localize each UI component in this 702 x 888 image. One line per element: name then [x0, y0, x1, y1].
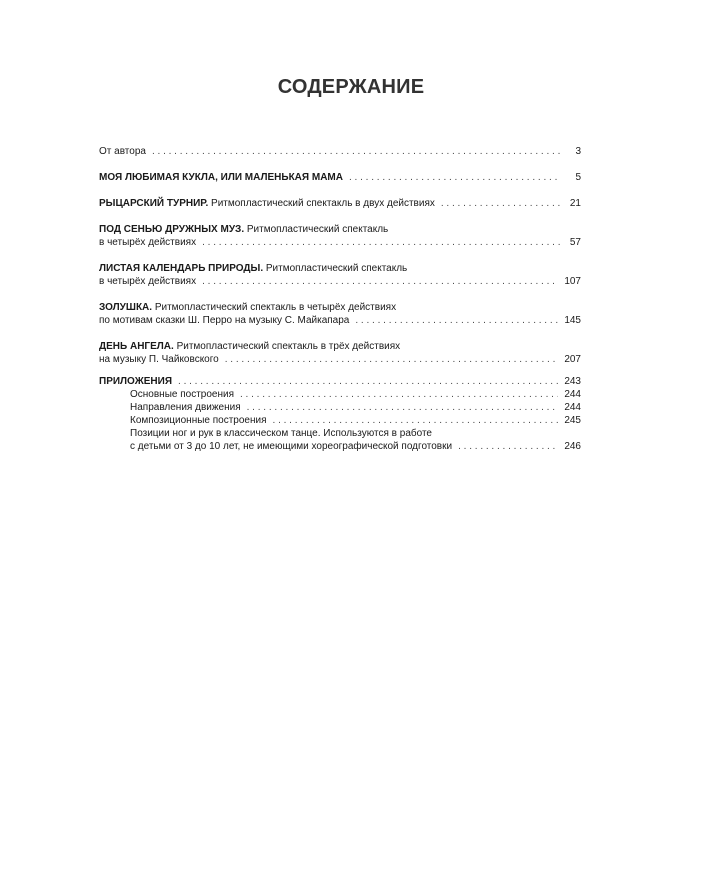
page-number: 243 [564, 376, 581, 387]
page-number: 244 [564, 389, 581, 400]
toc-entry-text: От автора [99, 146, 146, 157]
toc-subentry-text: Основные построения [130, 389, 234, 400]
toc-entry-angel [99, 340, 581, 366]
toc-entry-desc: в четырёх действиях [99, 237, 197, 248]
dot-leader [240, 388, 558, 401]
dot-leader [178, 375, 558, 388]
dot-leader [202, 275, 558, 288]
toc-entry-author [99, 145, 581, 158]
toc-subentry-text: Направления движения [130, 402, 241, 413]
dot-leader [247, 401, 559, 414]
page-number: 244 [564, 402, 581, 413]
toc-subentry-text: Позиции ног и рук в классическом танце. Используются в работе [130, 428, 432, 439]
page-number: 57 [569, 237, 581, 248]
toc-entry-cinderella [99, 301, 581, 327]
toc-entry-desc: по мотивам сказки Ш. Перро на музыку С. Майкапара [99, 315, 350, 326]
page-number: 207 [564, 354, 581, 365]
toc-entry-desc: Ритмопластический спектакль [265, 263, 408, 274]
toc-entry-desc: на музыку П. Чайковского [99, 354, 219, 365]
toc-entry-title: ПРИЛОЖЕНИЯ [99, 376, 173, 387]
dot-leader [441, 197, 561, 210]
toc-entry-title: РЫЦАРСКИЙ ТУРНИР. [99, 198, 209, 209]
page-title: СОДЕРЖАНИЕ [277, 76, 425, 98]
toc-entry-desc: в четырёх действиях [99, 276, 197, 287]
toc-entry-doll [99, 171, 581, 184]
toc-entry-muses [99, 223, 581, 249]
dot-leader [152, 145, 561, 158]
dot-leader [458, 440, 558, 453]
toc-subentry-text: Композиционные построения [130, 415, 267, 426]
toc-entry-title: ПОД СЕНЬЮ ДРУЖНЫХ МУЗ. [99, 224, 245, 235]
table-of-contents [99, 145, 581, 453]
toc-entry-title: МОЯ ЛЮБИМАЯ КУКЛА, ИЛИ МАЛЕНЬКАЯ МАМА [99, 172, 343, 183]
toc-subentry [99, 427, 581, 453]
toc-subentry [99, 388, 581, 401]
page-number: 145 [564, 315, 581, 326]
toc-subentry-text: с детьми от 3 до 10 лет, не имеющими хореографической подготовки [130, 441, 453, 452]
toc-entry-desc: Ритмопластический спектакль в трёх действиях [176, 341, 401, 352]
toc-entry-title: ЗОЛУШКА. [99, 302, 153, 313]
toc-entry-title: ДЕНЬ АНГЕЛА. [99, 341, 174, 352]
page-number: 245 [564, 415, 581, 426]
toc-entry-desc: Ритмопластический спектакль в двух действиях [211, 198, 435, 209]
toc-entry-title: ЛИСТАЯ КАЛЕНДАРЬ ПРИРОДЫ. [99, 263, 264, 274]
page-number: 107 [564, 276, 581, 287]
toc-entry-calendar [99, 262, 581, 288]
dot-leader [355, 314, 558, 327]
toc-subentry [99, 414, 581, 427]
page-number: 246 [564, 441, 581, 452]
page-number: 3 [575, 146, 581, 157]
toc-entry-desc: Ритмопластический спектакль [246, 224, 389, 235]
dot-leader [349, 171, 561, 184]
toc-entry-tournament [99, 197, 581, 210]
toc-subentry [99, 401, 581, 414]
page-number: 21 [569, 198, 581, 209]
toc-entry-desc: Ритмопластический спектакль в четырёх действиях [154, 302, 397, 313]
dot-leader [273, 414, 559, 427]
toc-entry-appendix [99, 375, 581, 453]
dot-leader [202, 236, 561, 249]
dot-leader [225, 353, 559, 366]
page-number: 5 [575, 172, 581, 183]
